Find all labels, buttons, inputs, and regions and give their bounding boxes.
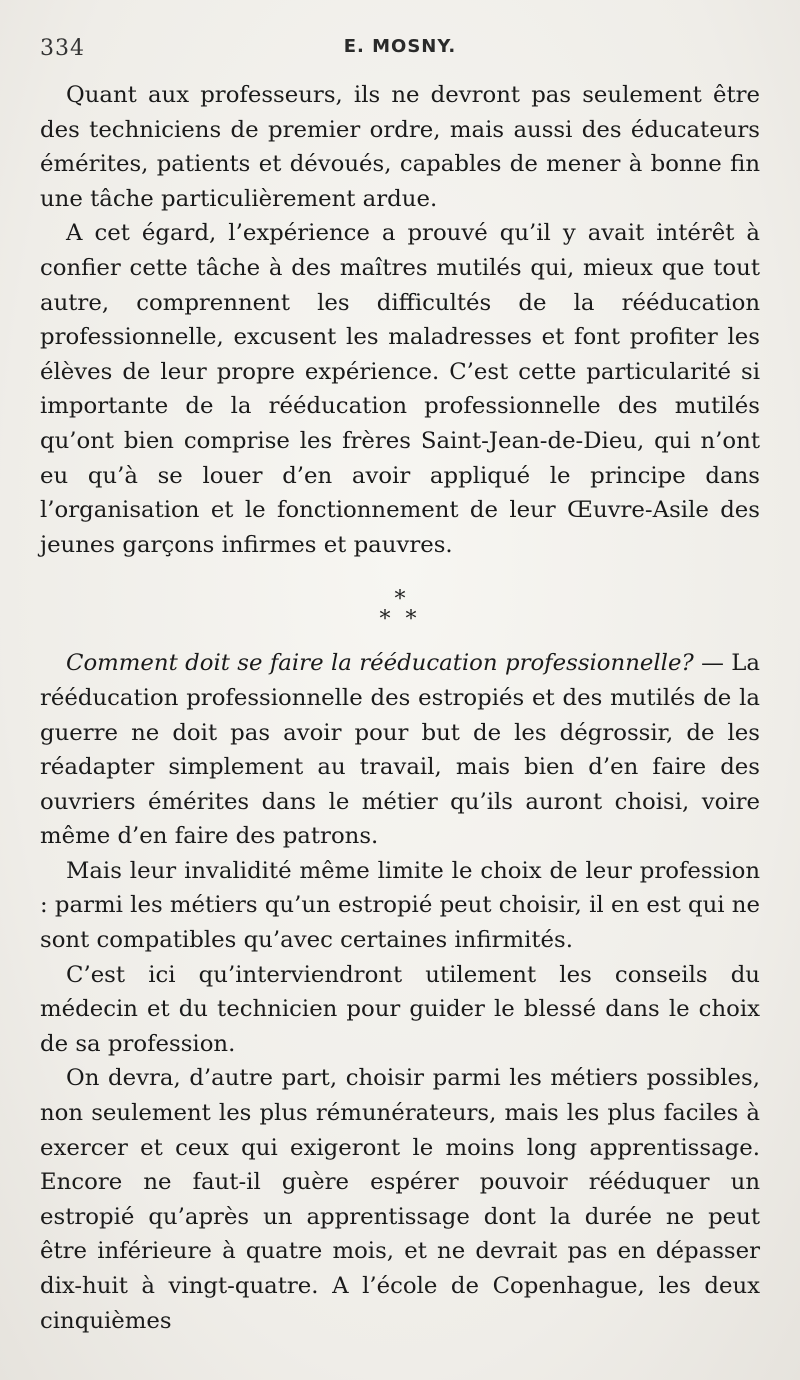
section-separator [40,562,760,646]
page-number: 334 [40,36,85,61]
paragraph-experience: A cet égard, l’expérience a prouvé qu’il y avait intérêt à confier cette tâche à des maîtres mutilés qui, mieux que tout autre, comprennent les difficultés de la rééducation professionnelle, excusent les maladresses et font profiter les élèves de leur propre expérience. C’est cette particularité si importante de la rééducation professionnelle des mutilés qu’ont bien comprise les frères Saint-Jean-de-Dieu, qui n’ont eu qu’à se louer d’en avoir appliqué le principe dans l’organisation et le fonctionnement de leur Œuvre-Asile des jeunes garçons infirmes et pauvres. [40,220,760,558]
page-body [40,78,760,1338]
page-header [40,30,760,64]
separator-stars-bottom: * * [379,607,421,633]
paragraph-professeurs: Quant aux professeurs, ils ne devront pas seulement être des techniciens de premier ordre, mais aussi des éducateurs émérites, patients et dévoués, capables de mener à bonne fin une tâche particulièrement ardue. [40,82,760,212]
paragraph-invalidite: Mais leur invalidité même limite le choix de leur profession : parmi les métiers qu’un estropié peut choisir, il en est qui ne sont compatibles qu’avec certaines infirmités. [40,857,760,954]
paragraph-comment [40,646,760,854]
section-question: Comment doit se faire la rééducation professionnelle? [66,650,694,677]
running-head: E. MOSNY. [343,36,457,57]
paragraph-conseils: C’est ici qu’interviendront utilement les conseils du médecin et du technicien pour guider le blessé dans le choix de sa profession. [40,961,760,1057]
separator-star-top: * [394,587,406,613]
paragraph-comment-text: — La rééducation professionnelle des estropiés et des mutilés de la guerre ne doit pas avoir pour but de les dégrossir, de les réadapter simplement au travail, mais bien d’en faire des ouvriers émérites dans le métier qu’ils auront choisi, voire même d’en faire des patrons. [40,650,760,850]
paragraph-metiers: On devra, d’autre part, choisir parmi les métiers possibles, non seulement les plus rémunérateurs, mais les plus faciles à exercer et ceux qui exigeront le moins long apprentissage. Encore ne faut-il guère espérer pouvoir rééduquer un estropié qu’après un apprentissage dont la durée ne peut être inférieure à quatre mois, et ne devrait pas en dépasser dix-huit à vingt-quatre. A l’école de Copenhague, les deux cinquièmes [40,1065,760,1334]
